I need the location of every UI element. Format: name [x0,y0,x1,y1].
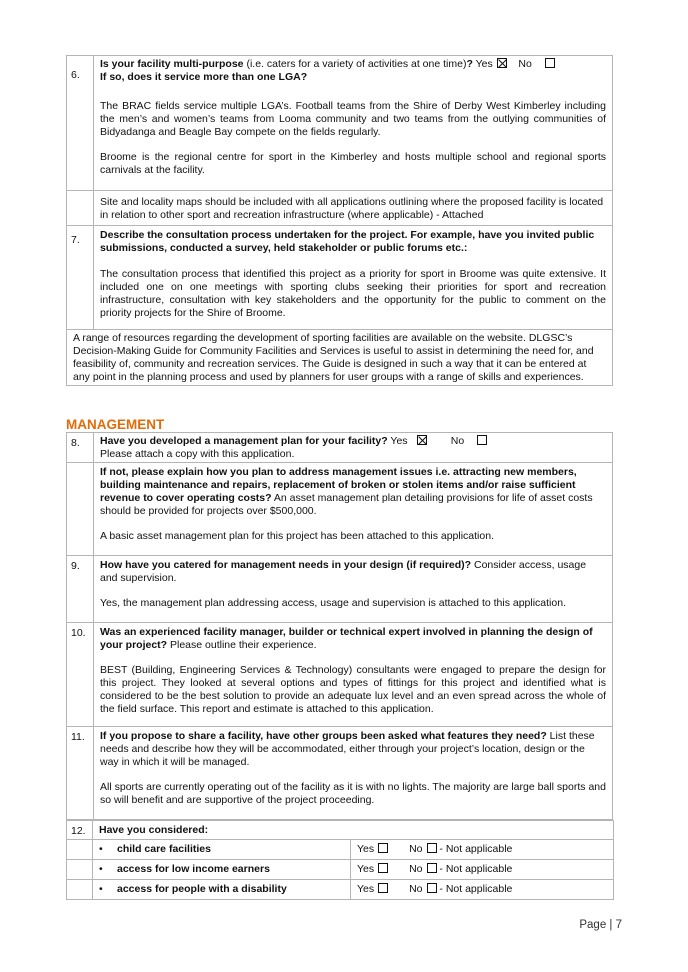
q6-answer-2: Broome is the regional centre for sport in the Kimberley and hosts multiple school and regional sports carnivals at the facility. [100,151,606,176]
q8-followup: If not, please explain how you plan to address management issues i.e. attracting new members, building maintenance and repairs, replacement of broken or stolen items and/or raise sufficient revenue to cover operating costs? An asset management plan detailing provisions for life of asset costs should be provided for projects over $500,000. [100,466,593,517]
q6-row [67,56,613,191]
q12-question: Have you considered: [93,821,614,840]
q12-item-row [67,880,614,900]
q6-cell [94,56,613,191]
q12-item2-yes-checkbox[interactable] [378,863,388,873]
q6-question: Is your facility multi-purpose (i.e. caters for a variety of activities at one time)? Yes No [100,58,606,71]
q9-question: How have you catered for management needs in your design (if required)? Consider access, usage and supervision. [100,559,587,584]
q11-row [67,727,613,820]
q6-yes-label: Yes [475,58,493,70]
q7-question: Describe the consultation process undertaken for the project. For example, have you invited public submissions, conducted a survey, held stakeholder or public forums etc.: [100,229,595,254]
q9-row [67,556,613,623]
q10-number: 10. [67,623,94,727]
q11-cell [94,727,613,820]
q12-item1-yes-checkbox[interactable] [378,843,388,853]
q12-item-options: Yes No - Not applicable [351,880,614,900]
q6-maps-row [67,191,613,226]
q12-item-options: Yes No - Not applicable [351,860,614,880]
q7-row [67,226,613,330]
q6-no-checkbox[interactable] [545,58,555,68]
section-title-management: MANAGEMENT [66,417,165,432]
page-number: Page | 7 [579,919,622,931]
q10-row [67,623,613,727]
q6-answer-1: The BRAC fields service multiple LGA’s. Football teams from the Shire of Derby West Kimberley including the men’s and women’s teams from Looma community and two teams from the outlying communities of Bidyadanga and Beagle Bay compete on the fields regularly. [100,100,606,138]
q12-row [67,821,614,840]
q12-item3-yes-checkbox[interactable] [378,883,388,893]
q12-item3-no-checkbox[interactable] [427,883,437,893]
q7-number: 7. [67,226,94,330]
q8-no-label: No [450,435,465,447]
q12-item-row [67,840,614,860]
q6-no-label: No [518,58,532,70]
q6-number: 6. [67,56,94,191]
q8-attach-note: Please attach a copy with this application. [100,448,295,460]
q8-yes-checkbox[interactable] [417,435,427,445]
q8-question: Have you developed a management plan for your facility? Yes No [100,435,606,448]
q8-no-checkbox[interactable] [477,435,487,445]
q8-yes-label: Yes [390,435,408,447]
q7-cell [94,226,613,330]
q11-number: 11. [67,727,94,820]
q12-number: 12. [67,821,93,840]
q12-table [66,820,614,900]
q8-cell [94,433,613,463]
q8-followup-row [67,463,613,556]
q6-maps-note: Site and locality maps should be included with all applications outlining where the proposed facility is located in relation to other sport and recreation infrastructure (where applicable) - Attached [94,191,613,226]
q12-item-label: • access for people with a disability [93,880,351,900]
resources-row [67,330,613,386]
q12-item2-no-checkbox[interactable] [427,863,437,873]
management-questions-table [66,432,613,820]
q9-number: 9. [67,556,94,623]
q10-question: Was an experienced facility manager, builder or technical expert involved in planning the design of your project? Please outline their experience. [100,626,593,651]
q11-answer: All sports are currently operating out of the facility as it is with no lights. The majority are large ball sports and so will benefit and are supportive of the project proceeding. [100,781,606,806]
q10-answer: BEST (Building, Engineering Services & Technology) consultants were engaged to prepare the design for this project. They looked at several options and types of fittings for this project and identified what is considered to be the best solution to provide an adequate lux level and an even spread across the whole of the field surface. This report and estimate is attached to this application. [100,664,606,715]
q9-cell [94,556,613,623]
q12-item-label: • access for low income earners [93,860,351,880]
q6-followup: If so, does it service more than one LGA? [100,71,308,83]
q8-answer: A basic asset management plan for this project has been attached to this application. [100,530,494,542]
q7-answer: The consultation process that identified this project as a priority for sport in Broome was quite extensive. It included one on one meetings with sporting clubs seeking their priorities for sport and recreation infrastructure, consultation with key stakeholders and the opportunity for the public to comment on the priority projects for the Shire of Broome. [100,268,606,319]
q9-answer: Yes, the management plan addressing access, usage and supervision is attached to this application. [100,597,566,609]
q8-row [67,433,613,463]
q11-question: If you propose to share a facility, have other groups been asked what features they need? List these needs and describe how they will be accommodated, either through your project’s location, design or the way in which it will be managed. [100,730,595,768]
q12-item-row [67,860,614,880]
q8-number: 8. [67,433,94,463]
q12-item-options: Yes No - Not applicable [351,840,614,860]
resources-note: A range of resources regarding the development of sporting facilities are available on the website. DLGSC’s Decision-Making Guide for Community Facilities and Services is useful to assist in determining the need for, and feasibility of, community and recreation services. The Guide is designed in such a way that it can be entered at any point in the planning process and used by planners for user groups with a range of skills and experiences. [67,330,613,386]
q12-item-label: • child care facilities [93,840,351,860]
q6-yes-checkbox[interactable] [497,58,507,68]
q8-followup-cell [94,463,613,556]
q10-cell [94,623,613,727]
q12-item1-no-checkbox[interactable] [427,843,437,853]
facility-questions-table [66,55,613,386]
